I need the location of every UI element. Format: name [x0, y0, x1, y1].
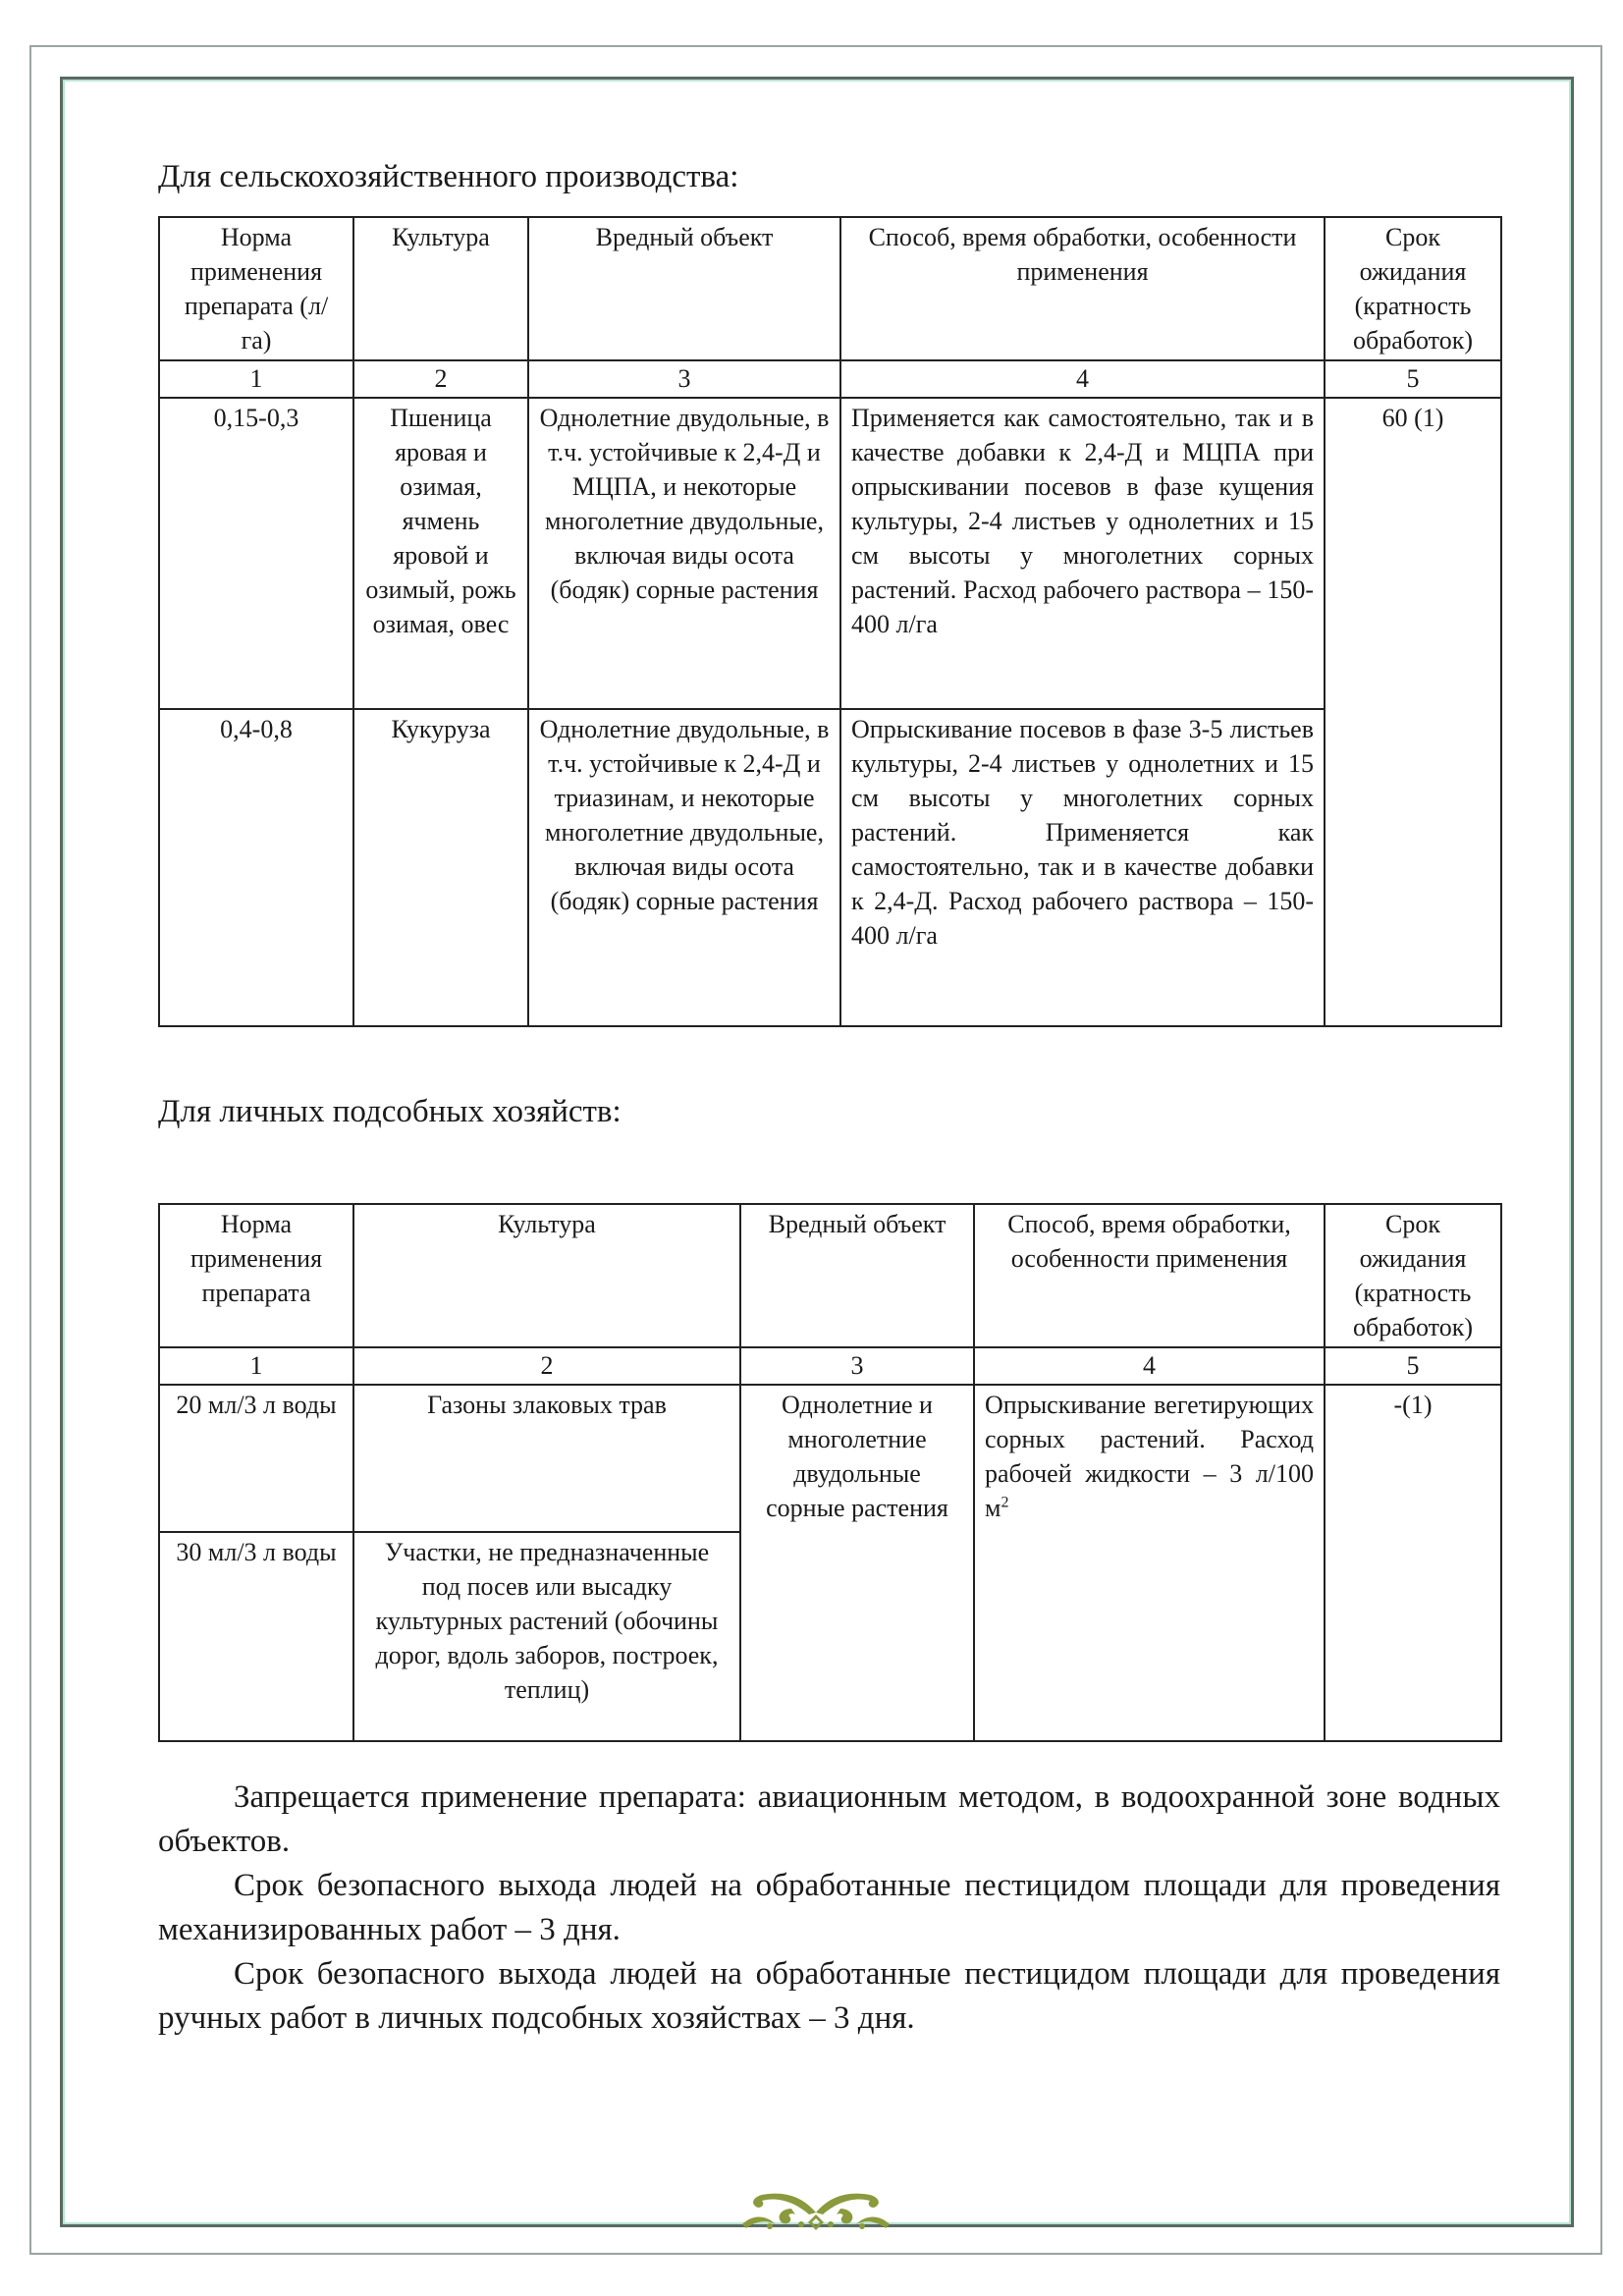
cell-crop: Пшеница яровая и озимая, ячмень яровой и озимый, рожь озимая, овес	[353, 398, 528, 709]
table-agricultural	[158, 216, 1502, 1027]
cell-waiting: 60 (1)	[1325, 398, 1501, 1026]
column-number: 3	[528, 360, 840, 398]
column-number: 2	[353, 1347, 740, 1385]
column-number: 5	[1325, 360, 1501, 398]
cell-target: Однолетние двудольные, в т.ч. устойчивые к 2,4-Д и МЦПА, и некоторые многолетние двудольные, включая виды осота (бодяк) сорные растения	[528, 398, 840, 709]
header-target: Вредный объект	[528, 217, 840, 360]
note-manual-reentry: Срок безопасного выхода людей на обработанные пестицидом площади для проведения ручных работ в личных подсобных хозяйствах – 3 дня.	[158, 1956, 1500, 2036]
floral-ornament-icon	[732, 2185, 899, 2232]
column-number: 3	[740, 1347, 974, 1385]
column-number: 4	[974, 1347, 1325, 1385]
table-row	[159, 398, 1501, 709]
header-waiting: Срок ожидания (кратность обработок)	[1325, 1204, 1501, 1347]
cell-target: Однолетние двудольные, в т.ч. устойчивые к 2,4-Д и триазинам, и некоторые многолетние двудольные, включая виды осота (бодяк) сорные растения	[528, 709, 840, 1026]
cell-method	[974, 1385, 1325, 1741]
header-method: Способ, время обработки, особенности применения	[840, 217, 1325, 360]
cell-target: Однолетние и многолетние двудольные сорные растения	[740, 1385, 974, 1741]
note-mechanized-reentry: Срок безопасного выхода людей на обработанные пестицидом площади для проведения механизированных работ – 3 дня.	[158, 1868, 1500, 1947]
section-title-agricultural: Для сельскохозяйственного производства:	[158, 159, 739, 194]
cell-crop: Кукуруза	[353, 709, 528, 1026]
cell-rate: 30 мл/3 л воды	[159, 1532, 353, 1741]
cell-rate: 0,4-0,8	[159, 709, 353, 1026]
cell-crop: Участки, не предназначенные под посев или высадку культурных растений (обочины дорог, вдоль заборов, построек, теплиц)	[353, 1532, 740, 1741]
cell-rate: 0,15-0,3	[159, 398, 353, 709]
cell-rate: 20 мл/3 л воды	[159, 1385, 353, 1532]
method-superscript: 2	[1001, 1494, 1009, 1511]
note-aviation-ban: Запрещается применение препарата: авиационным методом, в водоохранной зоне водных объектов.	[158, 1779, 1500, 1859]
table-header-row	[159, 217, 1501, 360]
header-method: Способ, время обработки, особенности применения	[974, 1204, 1325, 1347]
header-target: Вредный объект	[740, 1204, 974, 1347]
column-number-row	[159, 1347, 1501, 1385]
table-header-row	[159, 1204, 1501, 1347]
cell-method: Опрыскивание посевов в фазе 3-5 листьев культуры, 2-4 листьев у однолетних и 15 см высоты у многолетних сорных растений. Применяется как самостоятельно, так и в качестве добавки к 2,4-Д. Расход рабочего раствора – 150-400 л/га	[840, 709, 1325, 1026]
table-household	[158, 1203, 1502, 1742]
column-number: 2	[353, 360, 528, 398]
cell-crop: Газоны злаковых трав	[353, 1385, 740, 1532]
cell-waiting: -(1)	[1325, 1385, 1501, 1741]
table-row	[159, 709, 1501, 1026]
column-number: 5	[1325, 1347, 1501, 1385]
table-row	[159, 1385, 1501, 1532]
header-crop: Культура	[353, 1204, 740, 1347]
column-number: 1	[159, 360, 353, 398]
column-number-row	[159, 360, 1501, 398]
cell-method: Применяется как самостоятельно, так и в качестве добавки к 2,4-Д и МЦПА при опрыскивании посевов в фазе кущения культуры, 2-4 листьев у однолетних и 15 см высоты у многолетних сорных растений. Расход рабочего раствора – 150-400 л/га	[840, 398, 1325, 709]
section-title-household: Для личных подсобных хозяйств:	[158, 1094, 622, 1129]
column-number: 1	[159, 1347, 353, 1385]
header-waiting: Срок ожидания (кратность обработок)	[1325, 217, 1501, 360]
column-number: 4	[840, 360, 1325, 398]
header-rate: Норма применения препарата	[159, 1204, 353, 1347]
method-text: Опрыскивание вегетирующих сорных растений. Расход рабочей жидкости – 3 л/100 м	[985, 1391, 1314, 1522]
header-crop: Культура	[353, 217, 528, 360]
header-rate: Норма применения препарата (л/га)	[159, 217, 353, 360]
